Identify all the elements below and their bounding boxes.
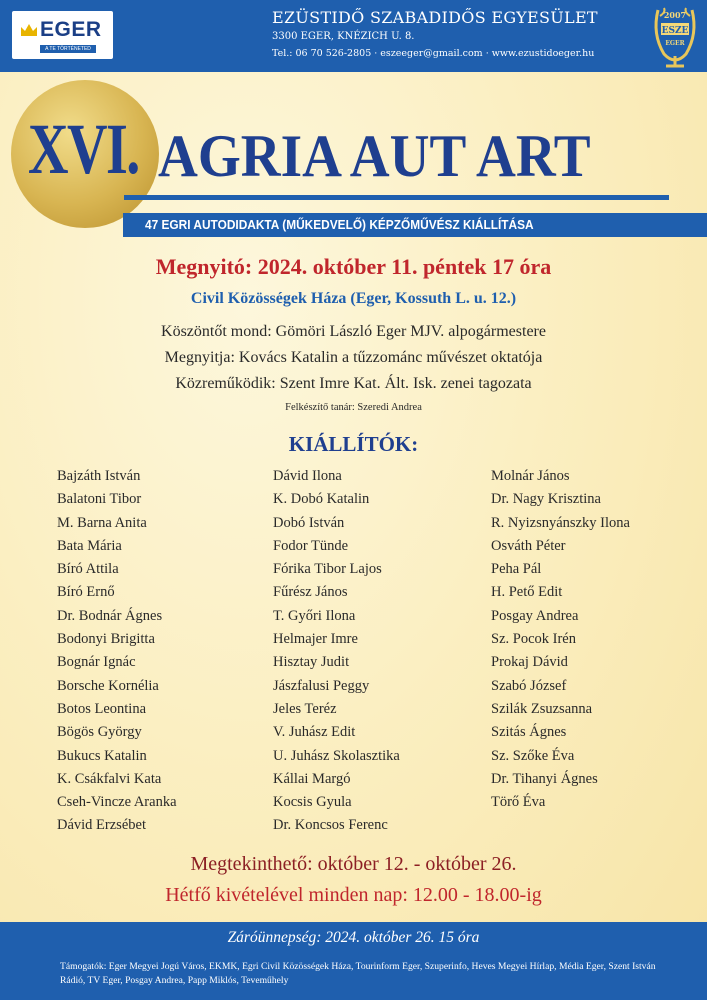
exhibitor-name: Szitás Ágnes [491, 724, 567, 741]
exhibitor-name: T. Győri Ilona [273, 607, 356, 624]
esze-lyre-logo [650, 4, 700, 70]
exhibition-title: AGRIA AUT ART [158, 123, 591, 189]
exhibitor-name: Szabó József [491, 677, 567, 694]
exhibitor-name: Prokaj Dávid [491, 654, 568, 671]
edition-number: XVI. [28, 109, 139, 189]
venue: Civil Közösségek Háza (Eger, Kossuth L. u. 12.) [190, 290, 517, 307]
exhibitor-name: U. Juhász Skolasztika [273, 747, 400, 764]
exhibitor-name: Bajzáth István [57, 468, 141, 484]
exhibitor-name: Botos Leontina [57, 700, 147, 717]
badge-name: ESZE [661, 26, 689, 36]
exhibitor-name: H. Pető Edit [491, 584, 563, 601]
viewing-dates: Megtekinthető: október 12. - október 26. [190, 853, 517, 875]
badge-year: 2007 [663, 10, 687, 20]
exhibitor-name: Dr. Bodnár Ágnes [57, 607, 163, 624]
exhibitor-name: Bögös György [57, 724, 142, 741]
greeting-line: Köszöntőt mond: Gömöri László Eger MJV. alpogármestere [161, 323, 546, 340]
exhibitor-name: Sz. Szőke Éva [491, 747, 575, 764]
exhibitor-name: Fodor Tünde [273, 537, 349, 554]
exhibitor-name: Szilák Zsuzsanna [491, 700, 593, 717]
sponsors-text: Támogatók: Eger Megyei Jogú Város, EKMK, Egri Civil Közösségek Háza, Tourinform Eger, Szuperinfo, Heves Megyei Hírlap, Média Eger, Szent István Rádió, TV Eger, Posgay Andrea, Papp Miklós, Teveműhely [60, 961, 656, 986]
exhibitor-name: Bognár Ignác [57, 654, 136, 671]
exhibitor-name: Bíró Attila [57, 561, 119, 578]
exhibitor-name: Bukucs Katalin [57, 747, 147, 764]
exhibitor-name: Dávid Ilona [273, 468, 342, 484]
exhibitor-name: Jeles Teréz [273, 700, 337, 717]
title-divider [124, 195, 669, 200]
exhibitors-column-3 [491, 465, 630, 814]
badge-city: EGER [665, 40, 685, 47]
exhibitor-name: Posgay Andrea [491, 607, 579, 624]
opening-date: Megnyitó: 2024. október 11. péntek 17 óra [155, 254, 552, 279]
exhibitor-name: K. Dobó Katalin [273, 491, 370, 508]
exhibitors-heading: KIÁLLÍTÓK: [288, 432, 419, 456]
exhibitor-name: Balatoni Tibor [57, 491, 142, 508]
exhibitor-name: Bíró Ernő [57, 584, 115, 601]
eger-logo-text: EGER [40, 18, 102, 41]
exhibitor-name: Bata Mária [57, 537, 122, 554]
organization-address: 3300 EGER, KNÉZICH U. 8. [272, 31, 415, 42]
header-bar [0, 0, 707, 72]
eger-logo-tagline: A TE TÖRTÉNETED [40, 45, 96, 53]
exhibitor-name: Kocsis Gyula [273, 794, 352, 811]
exhibitor-name: Bodonyi Brigitta [57, 631, 155, 648]
eger-logo [12, 11, 113, 59]
exhibitor-name: V. Juhász Edit [273, 724, 356, 741]
crown-icon [20, 23, 38, 37]
exhibitor-name: Dobó István [273, 514, 345, 531]
viewing-hours: Hétfő kivételével minden nap: 12.00 - 18.00-ig [165, 884, 542, 906]
exhibitor-name: Osváth Péter [491, 537, 566, 554]
exhibitor-name: Borsche Kornélia [57, 677, 159, 694]
exhibitor-name: Fórika Tibor Lajos [273, 561, 382, 578]
exhibitor-name: Molnár János [491, 468, 570, 484]
exhibitor-name: K. Csákfalvi Kata [57, 770, 162, 787]
exhibitor-name: Cseh-Vincze Aranka [57, 794, 177, 811]
exhibitor-name: Helmajer Imre [273, 631, 358, 648]
exhibitor-name: Peha Pál [491, 561, 542, 578]
exhibitors-column-2 [273, 465, 400, 838]
exhibitor-name: Dr. Koncsos Ferenc [273, 817, 388, 834]
exhibitor-name: R. Nyizsnyánszky Ilona [491, 514, 630, 531]
exhibitor-name: Dávid Erzsébet [57, 817, 146, 834]
organization-name: EZÜSTIDŐ SZABADIDŐS EGYESÜLET [272, 8, 598, 27]
exhibitor-name: Fűrész János [273, 584, 348, 601]
exhibitor-name: M. Barna Anita [57, 514, 147, 531]
teacher-line: Felkészítő tanár: Szeredi Andrea [285, 402, 422, 413]
exhibitor-name: Dr. Tihanyi Ágnes [491, 770, 598, 787]
exhibition-subtitle: 47 EGRI AUTODIDAKTA (MŰKEDVELŐ) KÉPZŐMŰVÉSZ KIÁLLÍTÁSA [145, 218, 534, 232]
exhibitor-name: Hisztay Judit [273, 654, 350, 671]
exhibitor-name: Jászfalusi Peggy [273, 677, 370, 694]
closing-ceremony: Záróünnepség: 2024. október 26. 15 óra [227, 929, 480, 946]
performer-line: Közreműködik: Szent Imre Kat. Ált. Isk. zenei tagozata [175, 375, 532, 392]
exhibitor-name: Dr. Nagy Krisztina [491, 491, 601, 508]
organization-contact: Tel.: 06 70 526-2805 · eszeeger@gmail.com · www.ezustidoeger.hu [272, 48, 595, 59]
exhibitors-column-1 [57, 465, 177, 838]
exhibitor-name: Sz. Pocok Irén [491, 631, 576, 648]
exhibitor-name: Kállai Margó [273, 770, 351, 787]
exhibitor-name: Törő Éva [491, 794, 546, 811]
opener-line: Megnyitja: Kovács Katalin a tűzzománc művészet oktatója [164, 349, 543, 366]
